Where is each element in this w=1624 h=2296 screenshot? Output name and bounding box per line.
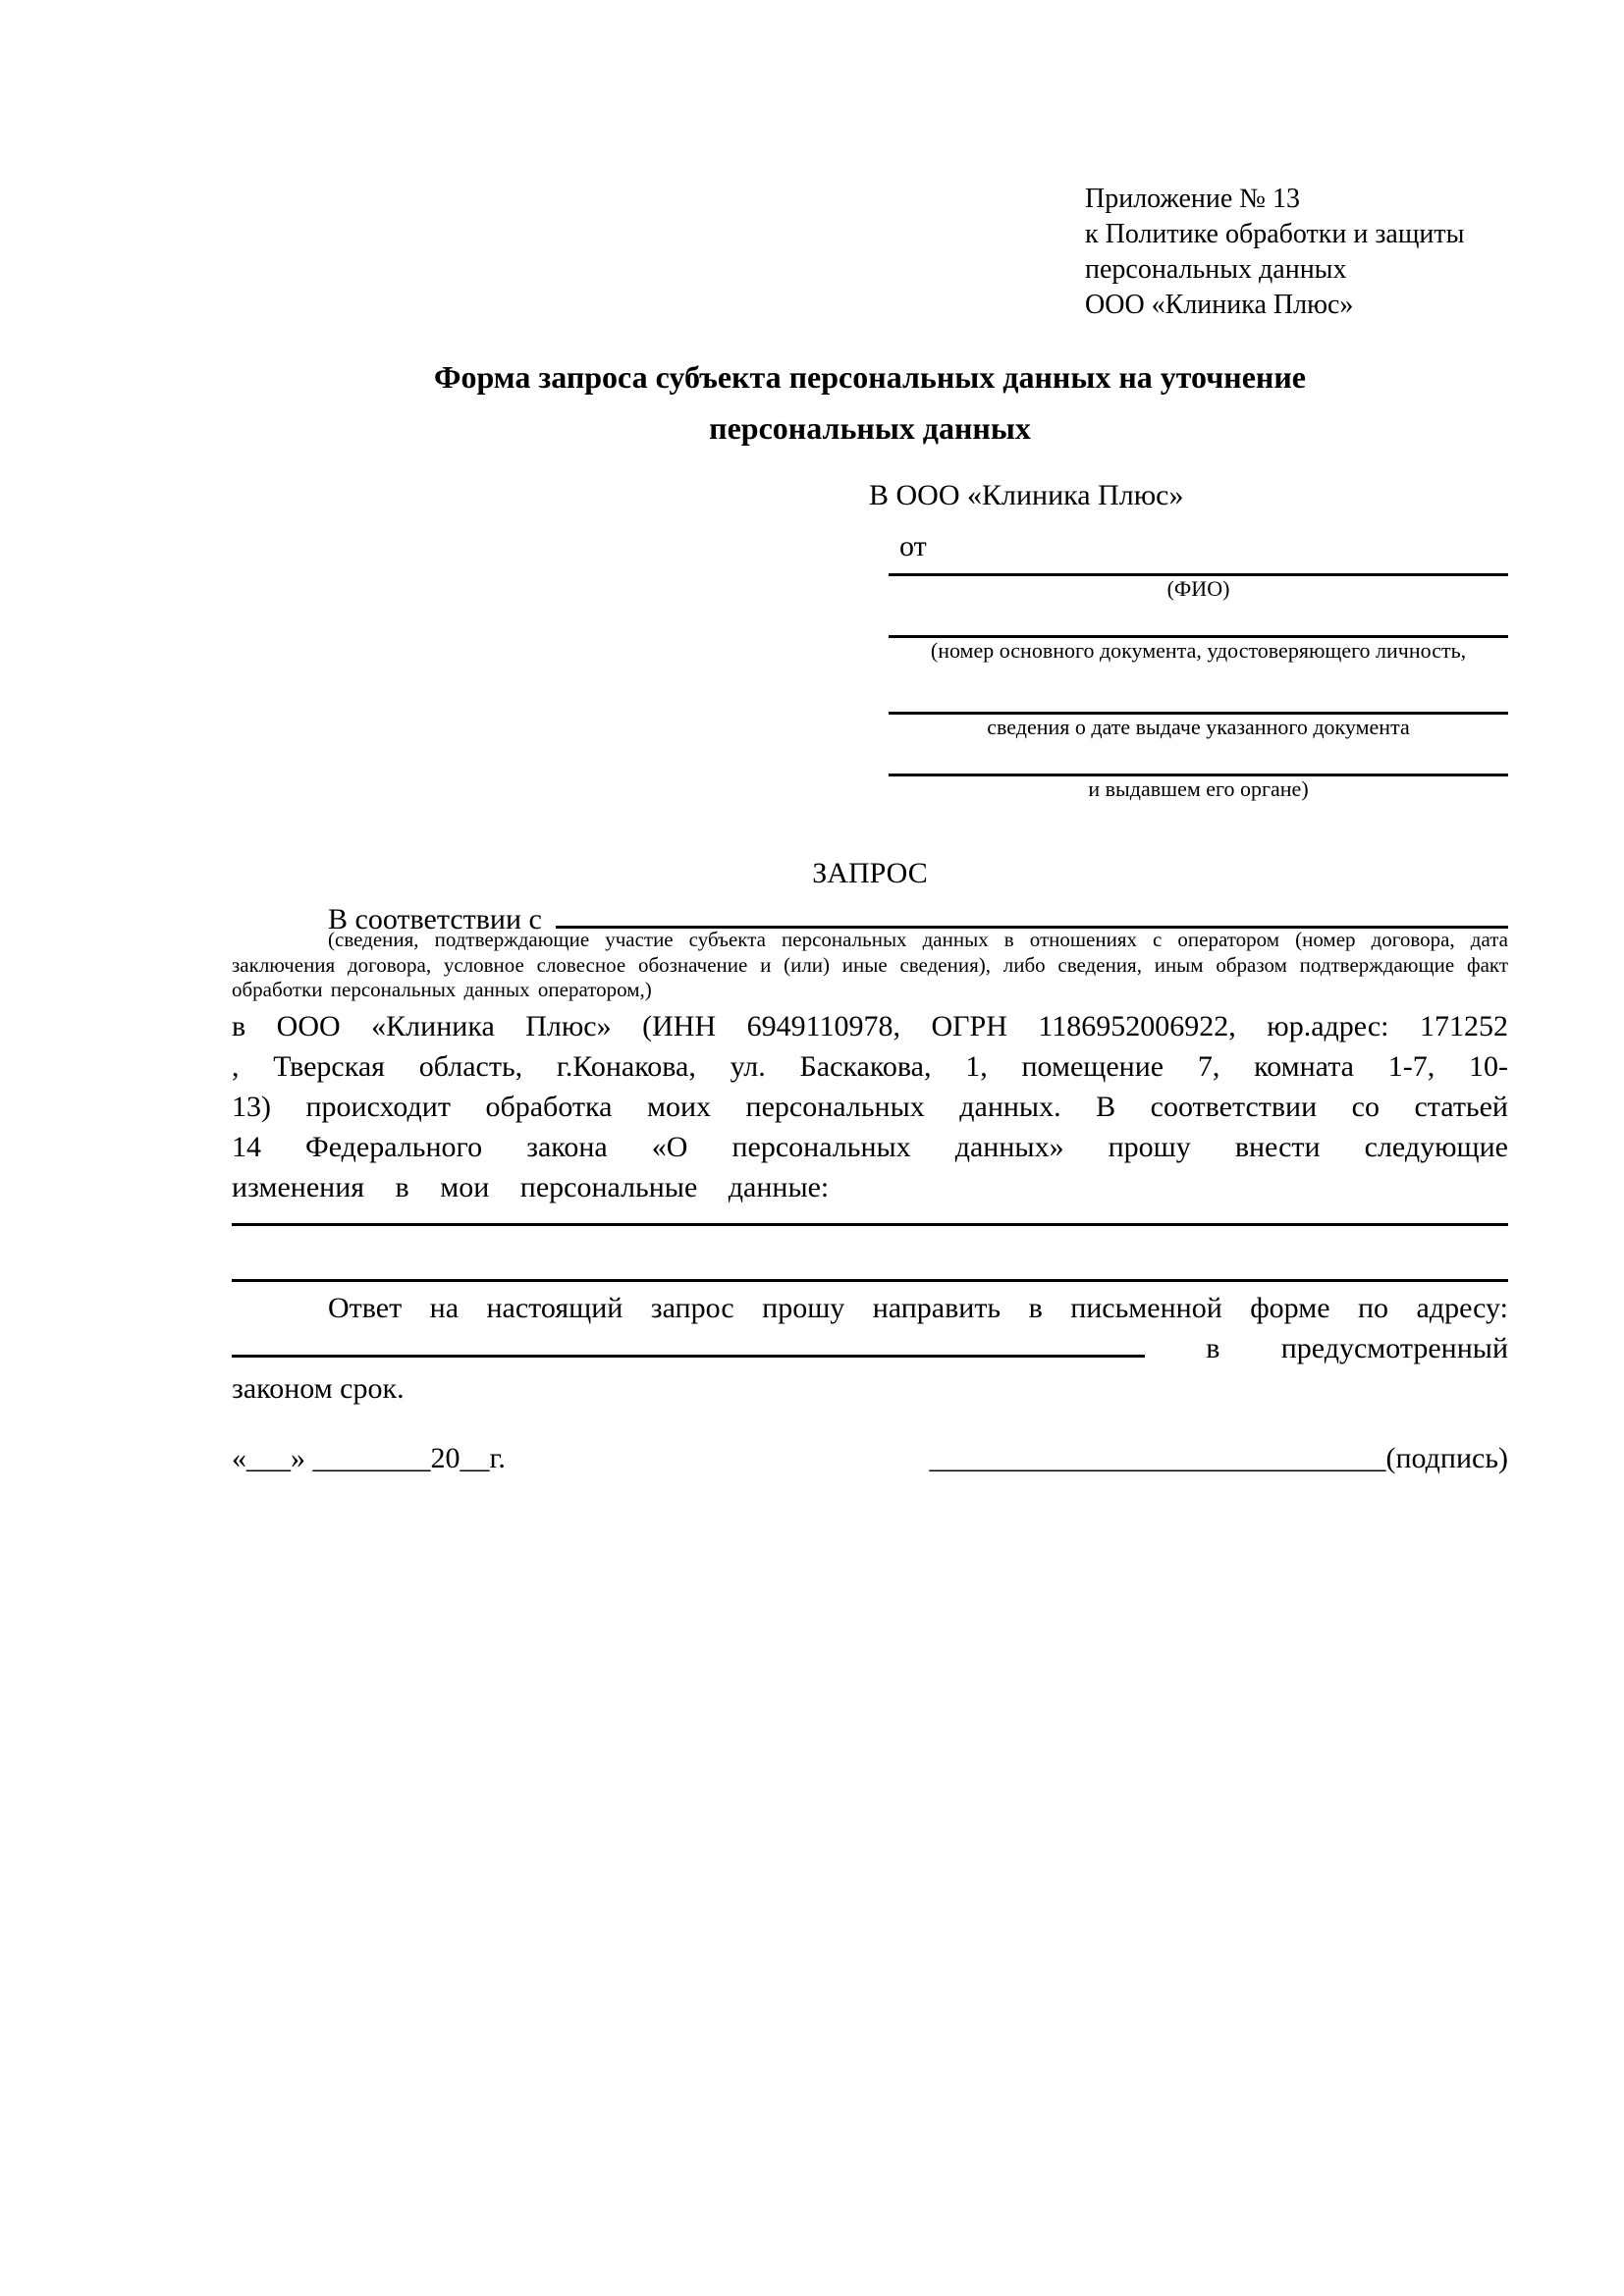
request-heading: ЗАПРОС (812, 857, 928, 889)
appendix-note-line: персональных данных (1085, 254, 1347, 285)
issue-date-blank-line (889, 664, 1508, 715)
accordance-blank-line (556, 896, 1508, 929)
addressee-org: В ООО «Клиника Плюс» (869, 479, 1184, 511)
signature-blank-line: _______________________________ (929, 1442, 1386, 1474)
footer-row (232, 1441, 1508, 1476)
from-label: от (899, 530, 927, 562)
signature-caption: (подпись) (1385, 1442, 1508, 1474)
signature-area (929, 1441, 1508, 1476)
appendix-note-line: Приложение № 13 (1085, 184, 1300, 214)
issuing-authority-caption: и выдавшем его органе) (1088, 776, 1309, 801)
issue-date-caption: сведения о дате выдаче указанного документа (987, 715, 1410, 739)
doc-number-caption: (номер основного документа, удостоверяющего личность, (930, 638, 1467, 663)
appendix-note-line: ООО «Клиника Плюс» (1085, 290, 1354, 320)
doc-number-blank-line (889, 602, 1508, 638)
addressee-block (869, 479, 1508, 802)
changes-blank-line-1 (232, 1223, 1508, 1226)
fio-caption: (ФИО) (1166, 576, 1230, 601)
request-body: в ООО «Клиника Плюс» (ИНН 6949110978, ОГРН 1186952006922, юр.адрес: 171252 , Тверская область, г.Конакова, ул. Баскакова, 1, помещение 7, комната 1-7, 10-13) происходит обработка моих персональных данных. В соответствии со статьей 14 Федерального закона «О персональных данных» прошу внести следующие изменения в мои персональные данные: (232, 1010, 1508, 1203)
appendix-note-line: к Политике обработки и защиты (1085, 219, 1465, 249)
appendix-note (1085, 182, 1464, 323)
date-blank: «___» ________20__г. (232, 1442, 506, 1474)
address-blank-line (232, 1328, 1145, 1358)
reply-tail: в предусмотренный законом срок. (232, 1332, 1509, 1405)
document-title: Форма запроса субъекта персональных данных на уточнение персональных данных (434, 359, 1306, 446)
changes-blank-line-2 (232, 1279, 1508, 1282)
fio-blank-line (889, 563, 1508, 576)
reply-lead: Ответ на настоящий запрос прошу направить в письменной форме по адресу: (328, 1292, 1508, 1324)
accordance-note: (сведения, подтверждающие участие субъекта персональных данных в отношениях с оператором (номер договора, дата заключения договора, условное словесное обозначение и (или) иные сведения), либо сведения, иным образом подтверждающие факт обработки персональных данных оператором,) (232, 928, 1508, 1001)
reply-paragraph (232, 1288, 1508, 1409)
issuing-authority-blank-line (889, 740, 1508, 776)
accordance-label: В соответствии с (328, 903, 542, 935)
